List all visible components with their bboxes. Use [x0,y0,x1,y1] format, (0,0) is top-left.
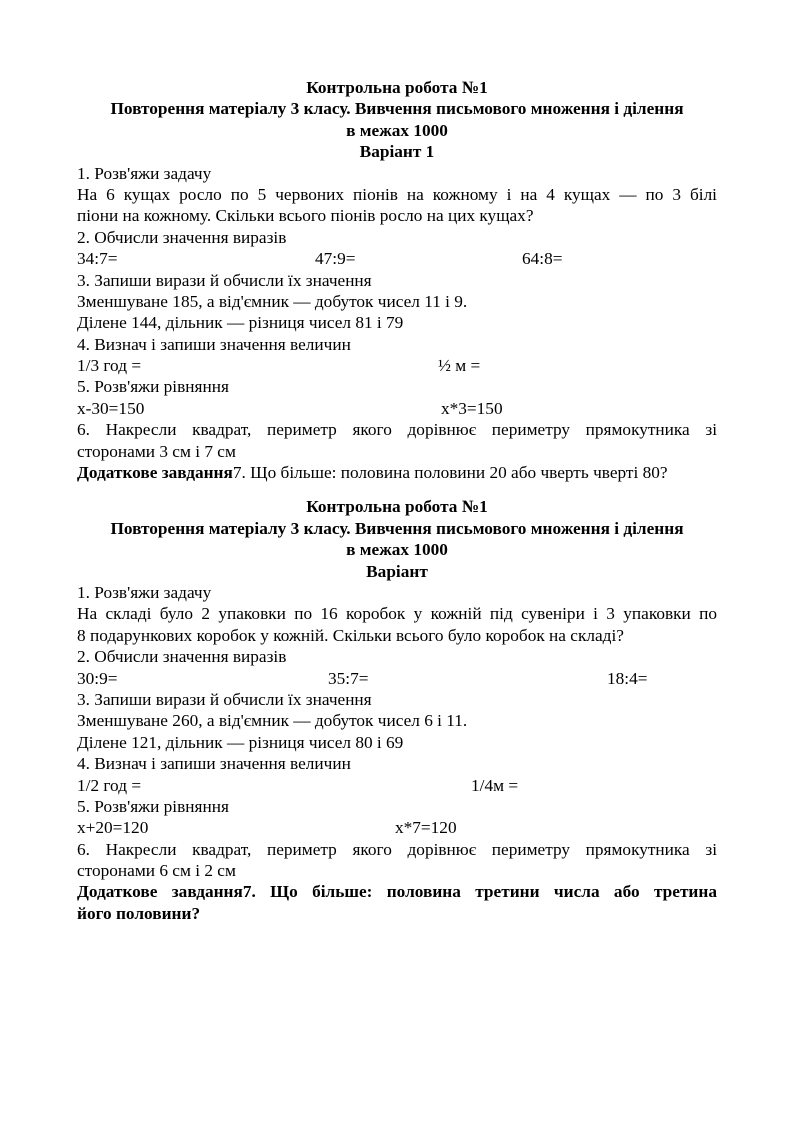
task-4-quantities [77,775,717,796]
equation: х*7=120 [395,818,457,838]
expression: 64:8= [522,249,563,269]
task-2-expressions [77,668,717,689]
task-5-equations [77,817,717,838]
equation: х+20=120 [77,818,149,838]
task-1-title: 1. Розв'яжи задачу [77,582,212,602]
expression: 18:4= [607,668,648,688]
task-3-text-line: Ділене 121, дільник — різниця чисел 80 і 69 [77,732,404,752]
test-subtitle-cont: в межах 1000 [346,120,448,140]
extra-task-line: Додаткове завдання7. Що більше: половина третини числа або третина [77,882,717,902]
task-3-text-line: Зменшуване 260, а від'ємник — добуток чисел 6 і 11. [77,711,468,731]
quantity: 1/3 год = [77,356,142,376]
expression: 47:9= [315,249,356,269]
quantity: ½ м = [438,356,481,376]
worksheet-page [77,77,717,924]
variant-label: Варіант 1 [359,142,435,162]
task-5-equations [77,398,717,419]
task-1-title: 1. Розв'яжи задачу [77,163,212,183]
task-6-text-line: 6. Накресли квадрат, периметр якого дорівнює периметру прямокутника зі [77,420,717,440]
extra-task [77,462,717,483]
variant-2-section [77,496,717,924]
quantity: 1/2 год = [77,775,142,795]
task-5-title: 5. Розв'яжи рівняння [77,377,229,397]
task-4-title: 4. Визнач і запиши значення величин [77,334,351,354]
task-3-text-line: Ділене 144, дільник — різниця чисел 81 і 79 [77,313,404,333]
task-3-title: 3. Запиши вирази й обчисли їх значення [77,689,372,709]
quantity: 1/4м = [471,775,519,795]
task-3-title: 3. Запиши вирази й обчисли їх значення [77,270,372,290]
task-1-text-line: На 6 кущах росло по 5 червоних піонів на кожному і на 4 кущах — по 3 білі [77,184,717,204]
test-subtitle: Повторення матеріалу 3 класу. Вивчення письмового множення і ділення [110,518,684,538]
task-2-expressions [77,248,717,269]
task-2-title: 2. Обчисли значення виразів [77,647,287,667]
extra-task-line: його половини? [77,903,201,923]
task-4-title: 4. Визнач і запиши значення величин [77,754,351,774]
task-1-text-line: піони на кожному. Скільки всього піонів росло на цих кущах? [77,206,534,226]
equation: х-30=150 [77,398,145,418]
task-4-quantities [77,355,717,376]
test-subtitle-cont: в межах 1000 [346,540,448,560]
task-1-text-line: На складі було 2 упаковки по 16 коробок у кожній під сувеніри і 3 упаковки по [77,604,717,624]
expression: 35:7= [328,668,369,688]
task-1-text-line: 8 подарункових коробок у кожній. Скільки всього було коробок на складі? [77,625,624,645]
task-6-text-line: сторонами 6 см і 2 см [77,861,236,881]
task-6-text-line: 6. Накресли квадрат, периметр якого дорівнює периметру прямокутника зі [77,839,717,859]
test-title: Контрольна робота №1 [306,497,488,517]
variant-label: Варіант [366,561,428,581]
task-2-title: 2. Обчисли значення виразів [77,227,287,247]
task-3-text-line: Зменшуване 185, а від'ємник — добуток чисел 11 і 9. [77,291,468,311]
expression: 34:7= [77,249,118,269]
test-title: Контрольна робота №1 [306,78,488,97]
extra-task-label: Додаткове завдання [77,463,233,483]
expression: 30:9= [77,668,118,688]
variant-1-section [77,77,717,483]
task-5-title: 5. Розв'яжи рівняння [77,796,229,816]
test-subtitle: Повторення матеріалу 3 класу. Вивчення письмового множення і ділення [110,99,684,119]
extra-task-text: 7. Що більше: половина половини 20 або чверть чверті 80? [232,463,668,483]
equation: х*3=150 [441,398,503,418]
task-6-text-line: сторонами 3 см і 7 см [77,441,236,461]
